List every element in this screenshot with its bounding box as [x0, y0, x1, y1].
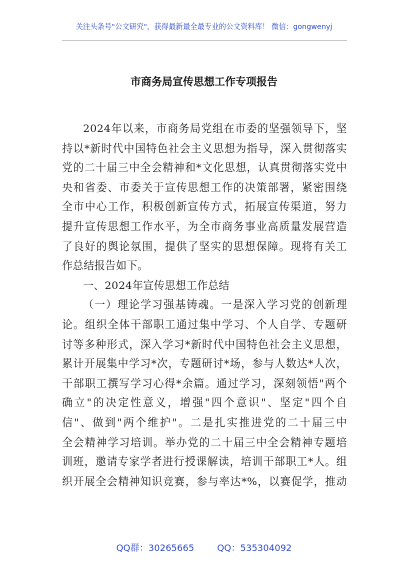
- body-line: 确立"的决定性意义，增强"四个意识"、坚定"四个自: [62, 397, 347, 410]
- body-line: 织开展全会精神知识竞赛，参与率达*%，以赛促学，推动: [62, 475, 347, 488]
- body-line: （一）理论学习强基铸魂。一是深入学习党的创新理: [83, 299, 347, 312]
- body-line: 党的二十届三中全会精神和*文化思想，认真贯彻落实党中: [62, 162, 347, 175]
- body-line: 信"、做到"两个维护"。二是扎实推进党的二十届三中: [62, 416, 347, 429]
- footer-contact: [0, 541, 408, 554]
- section-heading: 一、2024年宣传思想工作总结: [83, 279, 230, 292]
- document-body: [62, 120, 347, 492]
- footer-qq-group: QQ群：30265665: [116, 544, 195, 554]
- body-line: 累计开展集中学习*次，专题研讨*场，参与人数达*人次，: [62, 358, 347, 371]
- body-line: 了良好的舆论氛围，提供了坚实的思想保障。现将有关工: [62, 240, 347, 253]
- body-line: 2024年以来，市商务局党组在市委的坚强领导下，坚: [83, 123, 347, 135]
- body-line: 论。组织全体干部职工通过集中学习、个人自学、专题研: [62, 318, 347, 331]
- body-line: 提升宣传思想工作水平，为全市商务事业高质量发展营造: [62, 220, 347, 233]
- body-line: 讨等多种形式，深入学习*新时代中国特色社会主义思想，: [62, 338, 347, 351]
- header-promo-text: 关注头条号"公文研究"，获得最新最全最专业的公文资料库！ 微信：gongwenyj: [75, 22, 333, 31]
- document-title: 市商务局宣传思想工作专项报告: [130, 76, 278, 88]
- header-divider: [62, 40, 347, 41]
- body-line: 训班，邀请专家学者进行授课解读，培训干部职工*人。组: [62, 456, 347, 469]
- body-line: 作总结报告如下。: [62, 260, 149, 273]
- body-line: 全会精神学习培训。举办党的二十届三中全会精神专题培: [62, 436, 347, 449]
- body-line: 央和省委、市委关于宣传思想工作的决策部署，紧密围绕: [62, 181, 347, 194]
- body-line: 干部职工撰写学习心得*余篇。通过学习，深刻领悟"两个: [62, 377, 347, 390]
- body-line: 全市中心工作，积极创新宣传方式，拓展宣传渠道，努力: [62, 201, 347, 214]
- footer-qq: QQ：535304092: [217, 544, 292, 554]
- body-line: 持以*新时代中国特色社会主义思想为指导，深入贯彻落实: [62, 142, 347, 155]
